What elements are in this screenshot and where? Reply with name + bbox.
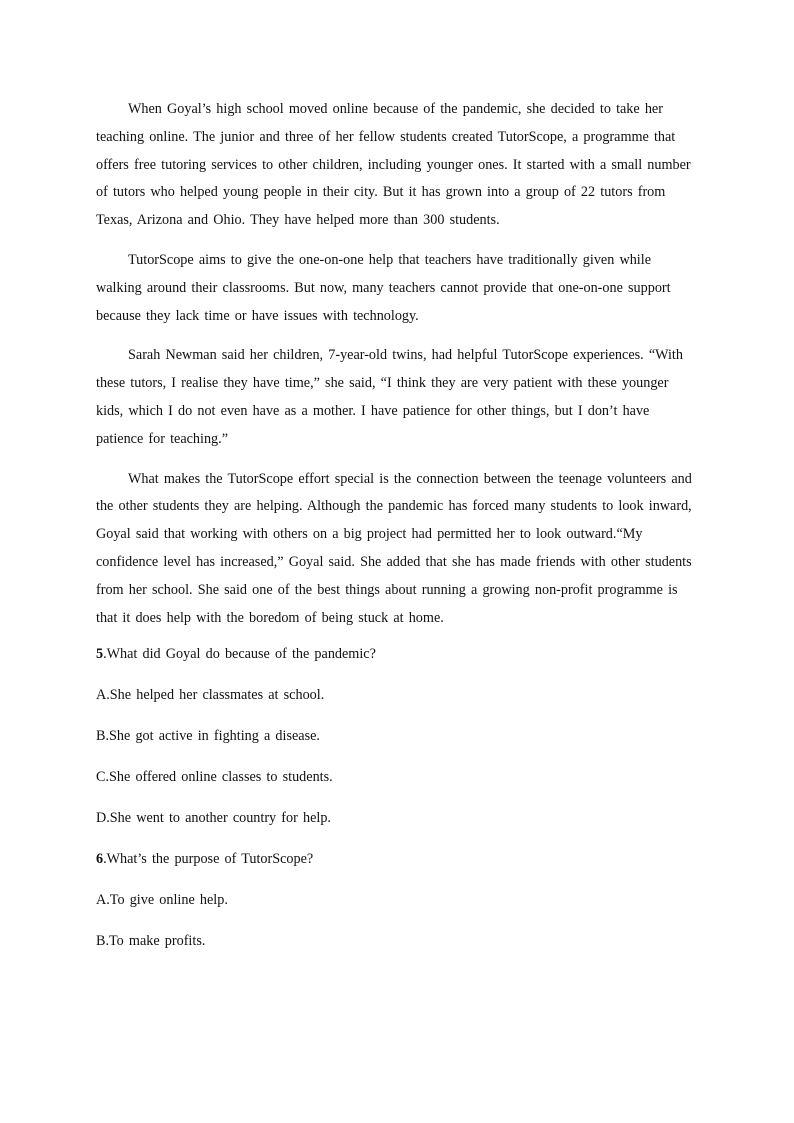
question-text: .What did Goyal do because of the pandemic? — [103, 646, 376, 663]
option-c: C.She offered online classes to students. — [96, 769, 333, 786]
question-text: .What’s the purpose of TutorScope? — [103, 851, 314, 868]
passage-paragraph-3: Sarah Newman said her children, 7-year-old twins, had helpful TutorScope experiences. “With these tutors, I realise they have time,” she said, “I think they are very patient with these younger kids, which I do not even have as a mother. I have patience for other things, but I don’t have patience for teaching.” — [96, 347, 683, 447]
question-block-6 — [96, 849, 700, 972]
option-d: D.She went to another country for help. — [96, 810, 331, 827]
option-b: B.To make profits. — [96, 933, 206, 950]
question-6 — [96, 849, 700, 890]
question-block-5 — [96, 644, 700, 849]
option-b: B.She got active in fighting a disease. — [96, 728, 320, 745]
passage-paragraph-2: TutorScope aims to give the one-on-one help that teachers have traditionally given while walking around their classrooms. But now, many teachers cannot provide that one-on-one support because they lack time or have issues with technology. — [96, 251, 671, 324]
option-a: A.She helped her classmates at school. — [96, 687, 325, 704]
reading-passage — [96, 96, 700, 632]
passage-paragraph-4: What makes the TutorScope effort special is the connection between the teenage volunteers and the other students they are helping. Although the pandemic has forced many students to look inward, Goyal said that working with others on a big project had permitted her to look outward.“My confidence level has increased,” Goyal said. She added that she has made friends with other students from her school. She said one of the best things about running a growing non-profit programme is that it does help with the boredom of being stuck at home. — [96, 470, 692, 626]
question-number: 6 — [96, 851, 104, 868]
passage-paragraph-1: When Goyal’s high school moved online because of the pandemic, she decided to take her teaching online. The junior and three of her fellow students created TutorScope, a programme that offers free tutoring services to other children, including younger ones. It started with a small number of tutors who helped young people in their city. But it has grown into a group of 22 tutors from Texas, Arizona and Ohio. They have helped more than 300 students. — [96, 101, 691, 229]
question-5 — [96, 644, 700, 685]
option-a: A.To give online help. — [96, 892, 228, 909]
document-page — [96, 96, 700, 972]
question-number: 5 — [96, 646, 104, 663]
